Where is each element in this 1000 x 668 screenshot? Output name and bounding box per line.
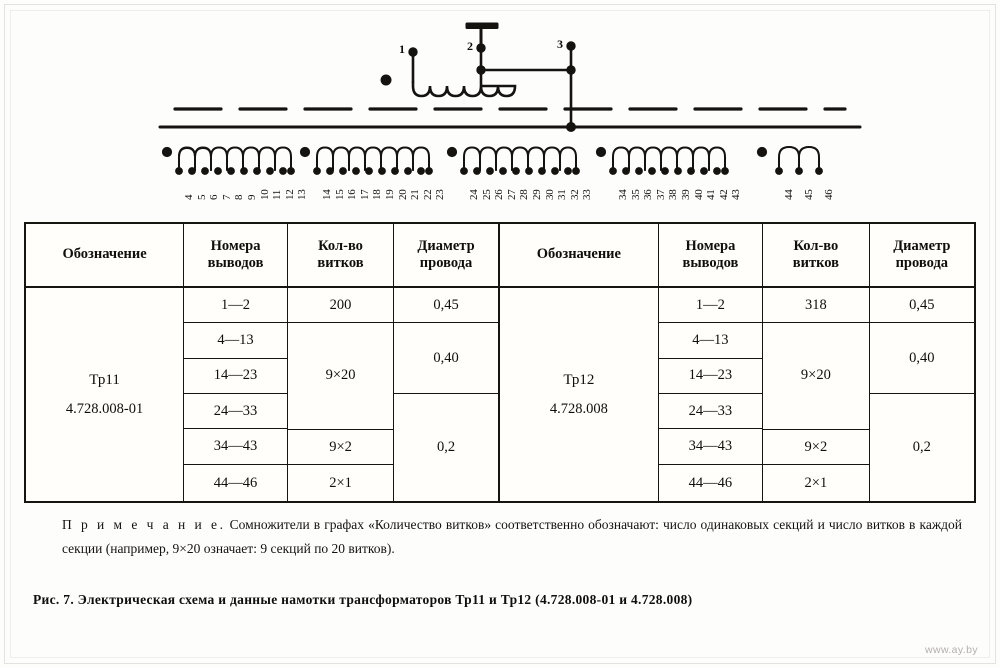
winding-terminal-17: 17 <box>358 189 371 200</box>
header-turn-count-line2: витков <box>317 255 364 271</box>
winding-terminal-6: 6 <box>208 194 221 200</box>
winding-data-tables <box>24 222 976 503</box>
note-label: П р и м е ч а н и е. <box>62 517 226 532</box>
schematic-terminal-3: 3 <box>557 37 563 51</box>
header-turn-count <box>763 224 870 286</box>
header-turn-count-line1: Кол-во <box>318 237 363 254</box>
table-cell-turns: 9×2 <box>763 430 869 466</box>
table-cell-turns: 2×1 <box>804 474 828 491</box>
winding-terminal-24: 24 <box>468 189 480 200</box>
table-cell-turns: 318 <box>763 288 869 323</box>
header-terminal-numbers-line2: выводов <box>682 255 739 271</box>
winding-terminal-40: 40 <box>692 189 705 200</box>
designation-code: 4.728.008-01 <box>65 401 144 417</box>
winding-terminal-12: 12 <box>283 189 296 200</box>
winding-terminal-16: 16 <box>346 189 359 200</box>
winding-terminal-14: 14 <box>321 189 333 200</box>
winding-terminal-35: 35 <box>629 189 642 200</box>
table-cell-diameter: 0,40 <box>870 323 974 394</box>
column-wire-diameter <box>394 288 498 501</box>
header-wire-diameter-line2: провода <box>419 255 473 271</box>
designation-cell <box>500 288 658 501</box>
table-cell-terminals: 4—13 <box>184 323 287 358</box>
table-tr12 <box>500 224 974 501</box>
designation-name: Тр11 <box>89 372 120 388</box>
table-cell-turns: 2×1 <box>329 474 352 491</box>
winding-terminal-26: 26 <box>493 189 506 200</box>
winding-terminal-43: 43 <box>730 189 743 200</box>
winding-terminal-9: 9 <box>246 194 258 200</box>
winding-terminal-5: 5 <box>195 194 208 200</box>
winding-terminal-4: 4 <box>183 194 195 200</box>
table-cell-diameter: 0,40 <box>394 323 498 394</box>
winding-terminal-34: 34 <box>617 189 629 200</box>
winding-terminal-42: 42 <box>717 189 730 200</box>
winding-terminal-38: 38 <box>667 189 680 200</box>
header-terminal-numbers <box>184 224 288 286</box>
table-body <box>500 288 974 501</box>
winding-terminal-15: 15 <box>333 189 346 200</box>
header-designation-text: Обозначение <box>62 246 147 263</box>
header-designation-text: Обозначение <box>536 246 621 263</box>
header-wire-diameter <box>394 224 498 286</box>
header-designation <box>500 224 659 286</box>
table-cell-terminals: 44—46 <box>213 474 258 491</box>
winding-terminal-33: 33 <box>581 189 594 200</box>
column-turn-count <box>763 288 870 501</box>
winding-terminal-20: 20 <box>396 189 409 200</box>
winding-terminal-31: 31 <box>556 189 569 200</box>
winding-terminal-23: 23 <box>434 189 447 200</box>
winding-terminal-37: 37 <box>654 189 667 200</box>
header-wire-diameter <box>870 224 974 286</box>
table-cell-terminals: 14—23 <box>659 359 762 394</box>
designation-cell <box>26 288 183 501</box>
table-cell-terminals: 4—13 <box>659 323 762 358</box>
table-cell-terminals: 1—2 <box>184 288 287 323</box>
designation-code: 4.728.008 <box>549 401 608 417</box>
site-watermark: www.ay.by <box>924 644 978 656</box>
header-turn-count-line1: Кол-во <box>793 237 839 254</box>
winding-terminal-28: 28 <box>518 189 531 200</box>
winding-terminal-41: 41 <box>705 189 718 200</box>
table-cell-terminals: 44—46 <box>688 474 733 491</box>
winding-terminal-13: 13 <box>296 189 309 200</box>
table-cell-terminals: 24—33 <box>659 394 762 429</box>
column-terminal-numbers <box>659 288 763 501</box>
winding-terminal-21: 21 <box>409 189 422 200</box>
winding-terminal-22: 22 <box>421 189 434 200</box>
column-wire-diameter <box>870 288 974 501</box>
schematic-terminal-2: 2 <box>467 39 473 53</box>
winding-terminal-32: 32 <box>568 189 581 200</box>
header-terminal-numbers-line1: Номера <box>685 237 736 254</box>
header-turn-count-line2: витков <box>792 255 839 271</box>
table-tr11 <box>26 224 500 501</box>
winding-terminal-45: 45 <box>803 189 815 200</box>
table-header-row <box>500 224 974 288</box>
header-terminal-numbers <box>659 224 763 286</box>
winding-terminal-25: 25 <box>480 189 493 200</box>
table-cell-terminals: 24—33 <box>184 394 287 429</box>
header-turn-count <box>288 224 394 286</box>
header-terminal-numbers-line1: Номера <box>210 237 261 254</box>
winding-terminal-8: 8 <box>233 194 246 200</box>
header-designation <box>26 224 184 286</box>
winding-terminal-11: 11 <box>271 190 284 200</box>
note-text: Сомножители в графах «Количество витков» соответственно обозначают: число одинаковых секций и число витков в каждой секции (например, 9×20 означает: 9 секций по 20 витков). <box>62 517 962 556</box>
table-cell-diameter: 0,2 <box>912 439 931 455</box>
winding-terminal-36: 36 <box>642 189 655 200</box>
table-header-row <box>26 224 498 288</box>
winding-terminal-18: 18 <box>371 189 384 200</box>
table-cell-diameter: 0,45 <box>394 288 498 323</box>
table-cell-diameter: 0,45 <box>870 288 974 323</box>
header-terminal-numbers-line2: выводов <box>207 255 264 271</box>
column-designation <box>26 288 184 501</box>
winding-terminal-29: 29 <box>531 189 543 200</box>
column-designation <box>500 288 659 501</box>
winding-terminal-27: 27 <box>505 189 518 200</box>
table-cell-terminals: 34—43 <box>184 429 287 465</box>
winding-terminal-44: 44 <box>783 189 795 200</box>
column-terminal-numbers <box>184 288 288 501</box>
table-cell-terminals: 34—43 <box>659 429 762 465</box>
winding-terminal-7: 7 <box>220 194 233 200</box>
winding-terminal-39: 39 <box>680 189 692 200</box>
table-cell-terminals: 1—2 <box>659 288 762 323</box>
figure-caption: Рис. 7. Электрическая схема и данные намотки трансформаторов Тр11 и Тр12 (4.728.008-01 и 4.728.008) <box>33 592 693 607</box>
designation-name: Тр12 <box>563 372 595 388</box>
note-paragraph <box>62 513 962 560</box>
table-cell-turns: 9×2 <box>288 430 393 466</box>
column-turn-count <box>288 288 394 501</box>
winding-terminal-19: 19 <box>384 189 396 200</box>
table-cell-diameter: 0,2 <box>436 439 456 455</box>
header-wire-diameter-line1: Диаметр <box>417 237 475 254</box>
table-cell-turns: 9×20 <box>288 323 393 430</box>
transformer-schematic <box>0 0 1000 205</box>
table-body <box>26 288 498 501</box>
header-wire-diameter-line1: Диаметр <box>893 237 951 254</box>
winding-terminal-30: 30 <box>543 189 556 200</box>
winding-terminal-10: 10 <box>258 189 271 200</box>
winding-terminal-46: 46 <box>823 189 835 200</box>
schematic-svg <box>0 0 1000 205</box>
table-cell-turns: 9×20 <box>763 323 869 430</box>
table-cell-terminals: 14—23 <box>184 359 287 394</box>
schematic-terminal-1: 1 <box>399 42 405 56</box>
header-wire-diameter-line2: провода <box>895 255 949 271</box>
table-cell-turns: 200 <box>288 288 393 323</box>
